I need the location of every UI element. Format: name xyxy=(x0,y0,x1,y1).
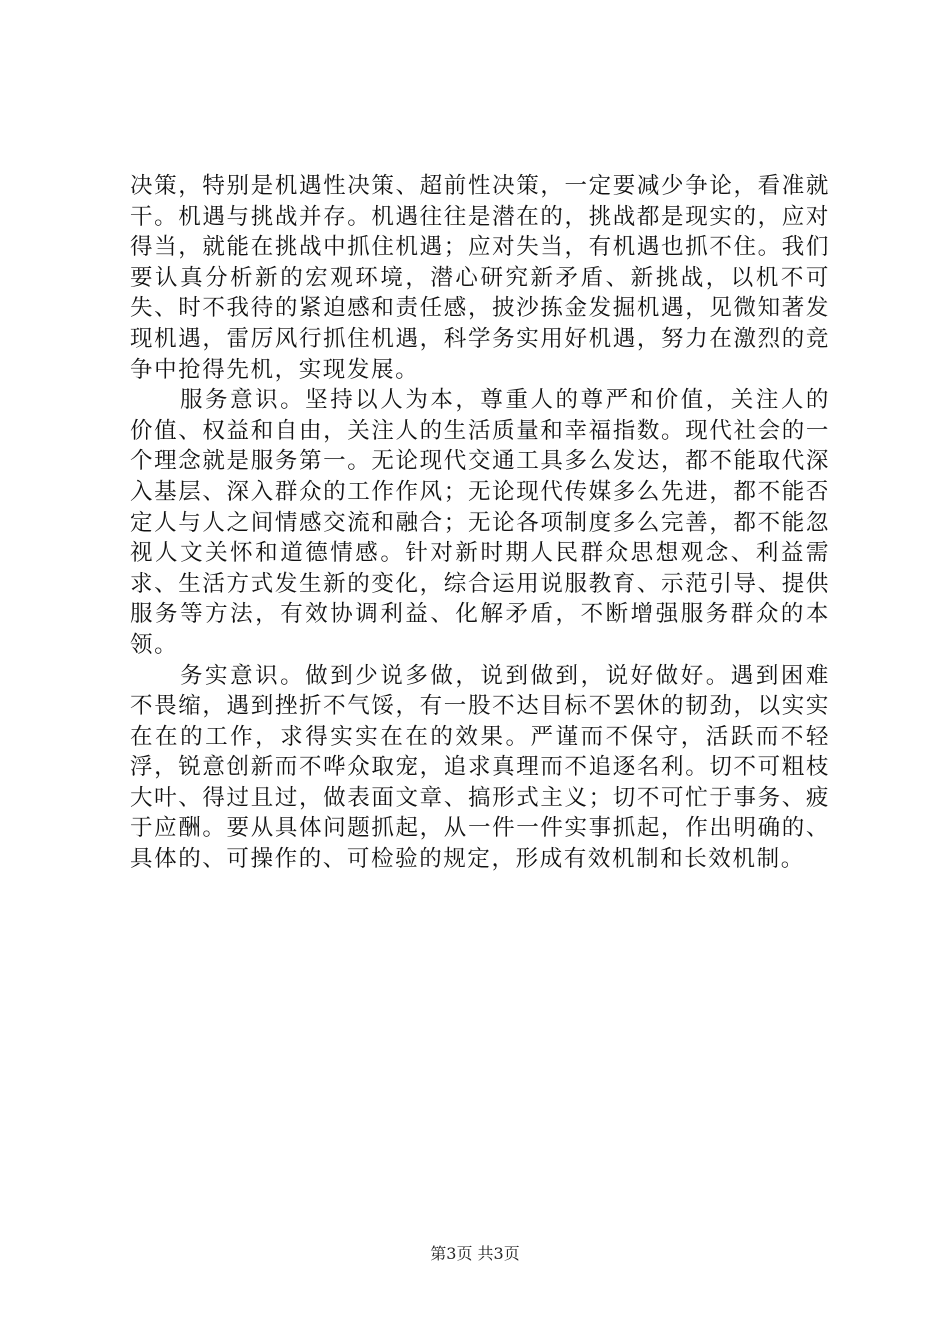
paragraph-decision-opportunity: 决策，特别是机遇性决策、超前性决策，一定要减少争论，看准就干。机遇与挑战并存。机遇往往是潜在的，挑战都是现实的，应对得当，就能在挑战中抓住机遇；应对失当，有机遇也抓不住。我们要认真分析新的宏观环境，潜心研究新矛盾、新挑战，以机不可失、时不我待的紧迫感和责任感，披沙拣金发掘机遇，见微知著发现机遇，雷厉风行抓住机遇，科学务实用好机遇，努力在激烈的竞争中抢得先机，实现发展。 xyxy=(130,173,830,383)
page-number-footer: 第3页 共3页 xyxy=(430,1244,520,1263)
paragraph-pragmatic-awareness: 务实意识。做到少说多做，说到做到，说好做好。遇到困难不畏缩，遇到挫折不气馁，有一股不达目标不罢休的韧劲，以实实在在的工作，求得实实在在的效果。严谨而不保守，活跃而不轻浮，锐意创新而不哗众取宠，追求真理而不追逐名利。切不可粗枝大叶、得过且过，做表面文章、搞形式主义；切不可忙于事务、疲于应酬。要从具体问题抓起，从一件一件实事抓起，作出明确的、具体的、可操作的、可检验的规定，形成有效机制和长效机制。 xyxy=(130,662,830,873)
document-body xyxy=(130,171,830,875)
paragraph-service-awareness: 服务意识。坚持以人为本，尊重人的尊严和价值，关注人的价值、权益和自由，关注人的生活质量和幸福指数。现代社会的一个理念就是服务第一。无论现代交通工具多么发达，都不能取代深入基层、深入群众的工作作风；无论现代传媒多么先进，都不能否定人与人之间情感交流和融合；无论各项制度多么完善，都不能忽视人文关怀和道德情感。针对新时期人民群众思想观念、利益需求、生活方式发生新的变化，综合运用说服教育、示范引导、提供服务等方法，有效协调利益、化解矛盾，不断增强服务群众的本领。 xyxy=(130,387,830,658)
